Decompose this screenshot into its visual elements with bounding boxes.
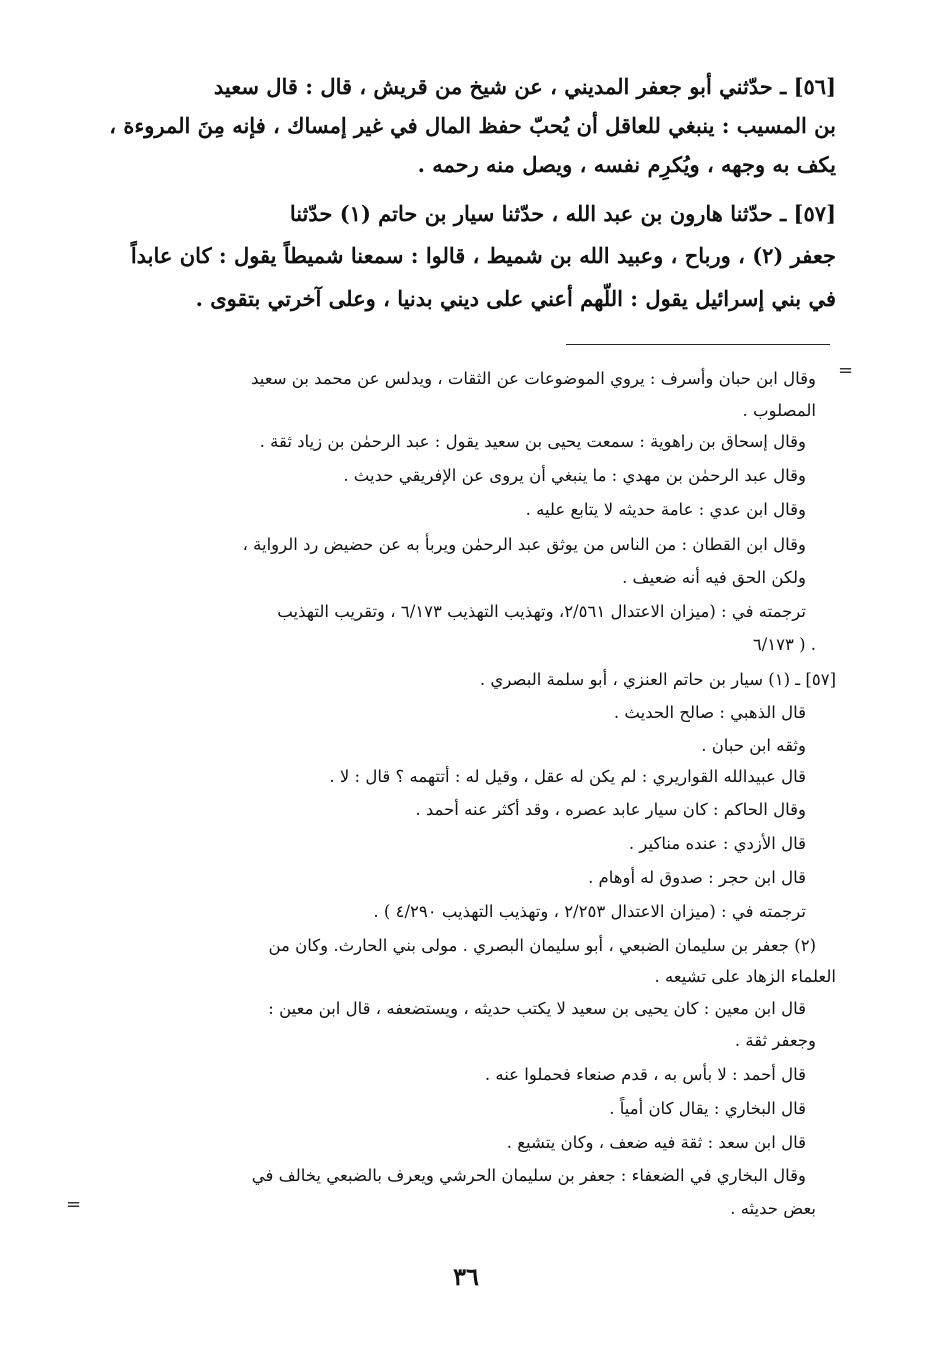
footnote-line: وقال ابن حبان وأسرف : يروي الموضوعات عن الثقات ، ويدلس عن محمد بن سعيد [251, 369, 816, 388]
footnote-line: قال عبيدالله القواريري : لم يكن له عقل ، وقيل له : أتتهمه ؟ قال : لا . [329, 767, 806, 786]
main-text-line-6: في بني إسرائيل يقول : اللّهم أعني على ديني بدنيا ، وعلى آخرتي بتقوى . [195, 286, 836, 311]
footnote-separator [566, 344, 830, 345]
footnote-line: ولكن الحق فيه أنه ضعيف . [622, 568, 806, 587]
footnote-line: المصلوب . [742, 401, 816, 420]
main-text-line-5: جعفر (٢) ، ورباح ، وعبيد الله بن شميط ، قالوا : سمعنا شميطاً يقول : كان عابداً [130, 243, 836, 268]
continuation-mark-bottom: = [66, 1194, 82, 1215]
footnote-line: وثقه ابن حبان . [701, 736, 806, 755]
footnote-line: قال ابن حجر : صدوق له أوهام . [588, 868, 806, 887]
continuation-mark-top: = [838, 360, 854, 381]
footnote-line: وقال عبد الرحمٰن بن مهدي : ما ينبغي أن يروى عن الإفريقي حديث . [343, 466, 806, 485]
footnote-line: [٥٧] ـ (١) سيار بن حاتم العنزي ، أبو سلمة البصري . [479, 670, 836, 689]
footnote-line: وقال ابن عدي : عامة حديثه لا يتابع عليه . [525, 500, 806, 519]
footnote-line: قال الذهبي : صالح الحديث . [613, 703, 806, 722]
main-text-line-2: بن المسيب : ينبغي للعاقل أن يُحبّ حفظ المال في غير إمساك ، فإنه مِنَ المروءة ، [109, 113, 836, 138]
footnote-line: وقال الحاكم : كان سيار عابد عصره ، وقد أكثر عنه أحمد . [415, 800, 806, 819]
footnote-line: وقال البخاري في الضعفاء : جعفر بن سليمان الحرشي ويعرف بالضبعي يخالف في [251, 1166, 806, 1185]
footnote-line: بعض حديثه . [730, 1199, 816, 1218]
footnote-line: ترجمته في : (ميزان الاعتدال ٢/٥٦١، وتهذيب التهذيب ٦/١٧٣ ، وتقريب التهذيب [277, 602, 806, 621]
page-number: ٣٦ [453, 1262, 479, 1291]
footnote-line: قال البخاري : يقال كان أمياً . [609, 1099, 806, 1118]
footnote-line: ترجمته في : (ميزان الاعتدال ٢/٢٥٣ ، وتهذيب التهذيب ٤/٢٩٠ ) . [373, 902, 806, 921]
footnote-line: وقال إسحاق بن راهوية : سمعت يحيى بن سعيد يقول : عبد الرحمٰن بن زياد ثقة . [259, 432, 806, 451]
footnote-line: وقال ابن القطان : من الناس من يوثق عبد الرحمٰن ويربأ به عن حضيض رد الرواية ، [242, 535, 806, 554]
footnote-line: (٢) جعفر بن سليمان الضبعي ، أبو سليمان البصري . مولى بني الحارث. وكان من [268, 936, 816, 955]
footnote-line: العلماء الزهاد على تشيعه . [654, 967, 836, 986]
footnote-line: ٦/١٧٣ ) . [752, 635, 816, 654]
main-text-line-3: يكف به وجهه ، ويُكرِم نفسه ، ويصل منه رحمه . [417, 152, 836, 177]
footnote-line: قال ابن معين : كان يحيى بن سعيد لا يكتب حديثه ، ويستضعفه ، قال ابن معين : [268, 999, 806, 1018]
main-text-line-1: [٥٦] ـ حدّثني أبو جعفر المديني ، عن شيخ من قريش ، قال : قال سعيد [213, 74, 836, 99]
footnote-line: قال ابن سعد : ثقة فيه ضعف ، وكان يتشيع . [506, 1133, 806, 1152]
footnote-line: قال أحمد : لا بأس به ، قدم صنعاء فحملوا عنه . [484, 1065, 806, 1084]
footnote-line: وجعفر ثقة . [734, 1031, 816, 1050]
main-text-line-4: [٥٧] ـ حدّثنا هارون بن عبد الله ، حدّثنا سيار بن حاتم (١) حدّثنا [289, 201, 836, 226]
footnote-line: قال الأزدي : عنده مناكير . [628, 834, 806, 853]
